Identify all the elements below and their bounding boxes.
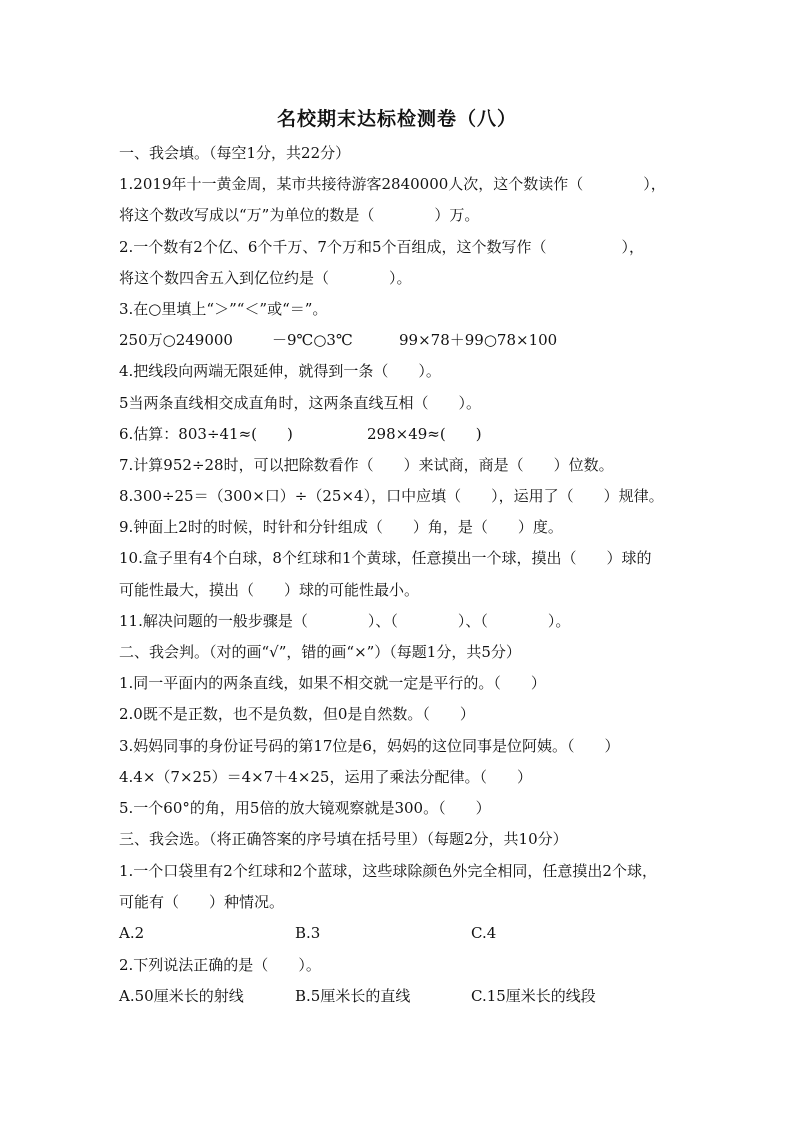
question-8: 8.300÷25＝（300×口）÷（25×4），口中应填（ ），运用了（ ）规律。 — [119, 487, 664, 505]
choice-1-option-c: C.4 — [471, 924, 497, 942]
judge-item-2: 2.0既不是正数，也不是负数，但0是自然数。（ ） — [119, 705, 475, 723]
question-6-part-1: 6.估算：803÷41≈( ) — [119, 425, 293, 443]
compare-item-3: 99×78＋99○78×100 — [399, 331, 558, 349]
section-3-heading: 三、我会选。（将正确答案的序号填在括号里）（每题2分，共10分） — [119, 830, 568, 848]
choice-question-2: 2.下列说法正确的是（ ）。 — [119, 956, 321, 974]
compare-item-2: －9℃○3℃ — [272, 331, 353, 349]
judge-item-4: 4.4×（7×25）＝4×7＋4×25，运用了乘法分配律。（ ） — [119, 768, 532, 786]
section-2-heading: 二、我会判。（对的画“√”，错的画“×”）（每题1分，共5分） — [119, 643, 521, 661]
question-7: 7.计算952÷28时，可以把除数看作（ ）来试商，商是（ ）位数。 — [119, 456, 614, 474]
choice-question-1-line-2: 可能有（ ）种情况。 — [119, 893, 285, 911]
choice-2-option-b: B.5厘米长的直线 — [295, 987, 411, 1005]
question-10-line-2: 可能性最大，摸出（ ）球的可能性最小。 — [119, 581, 420, 599]
question-2-line-2: 将这个数四舍五入到亿位约是（ ）。 — [119, 269, 412, 287]
compare-item-1: 250万○249000 — [119, 331, 233, 349]
choice-2-option-a: A.50厘米长的射线 — [119, 987, 244, 1005]
choice-2-option-c: C.15厘米长的线段 — [471, 987, 596, 1005]
choice-question-1-line-1: 1.一个口袋里有2个红球和2个蓝球，这些球除颜色外完全相同，任意摸出2个球， — [119, 862, 657, 880]
question-4: 4.把线段向两端无限延伸，就得到一条（ ）。 — [119, 362, 441, 380]
question-10-line-1: 10.盒子里有4个白球，8个红球和1个黄球，任意摸出一个球，摸出（ ）球的 — [119, 549, 652, 567]
question-2-line-1: 2.一个数有2个亿、6个千万、7个万和5个百组成，这个数写作（ ）， — [119, 238, 644, 256]
question-1-line-2: 将这个数改写成以“万”为单位的数是（ ）万。 — [119, 206, 480, 224]
judge-item-5: 5.一个60°的角，用5倍的放大镜观察就是300。（ ） — [119, 799, 491, 817]
choice-1-option-b: B.3 — [295, 924, 321, 942]
section-1-heading: 一、我会填。（每空1分，共22分） — [119, 144, 351, 162]
judge-item-1: 1.同一平面内的两条直线，如果不相交就一定是平行的。（ ） — [119, 674, 546, 692]
question-3: 3.在○里填上“＞”“＜”或“＝”。 — [119, 300, 328, 318]
question-6-part-2: 298×49≈( ) — [367, 425, 482, 443]
question-5: 5当两条直线相交成直角时，这两条直线互相（ ）。 — [119, 394, 482, 412]
question-1-line-1: 1.2019年十一黄金周，某市共接待游客2840000人次，这个数读作（ ）， — [119, 175, 666, 193]
choice-1-option-a: A.2 — [119, 924, 145, 942]
question-11: 11.解决问题的一般步骤是（ ）、（ ）、（ ）。 — [119, 612, 571, 630]
judge-item-3: 3.妈妈同事的身份证号码的第17位是6，妈妈的这位同事是位阿姨。（ ） — [119, 737, 620, 755]
page-title: 名校期末达标检测卷（八） — [276, 108, 517, 130]
question-9: 9.钟面上2时的时候，时针和分针组成（ ）角，是（ ）度。 — [119, 518, 563, 536]
